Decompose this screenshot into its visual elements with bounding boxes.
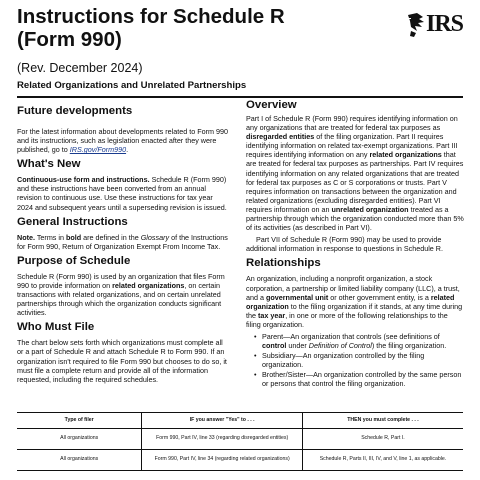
relationships-heading: Relationships xyxy=(246,257,321,270)
table-header-row xyxy=(17,413,463,428)
relationships-text: An organization, including a nonprofit organization, a stock corporation, a partnership or limited liability company (LLC), a trust, and a governmental unit or other government entity, is a related organization to the filing organization if it stands, at any time during the tax year, in one or more of the following relationships to the filing organization. xyxy=(246,274,463,329)
revision-date: (Rev. December 2024) xyxy=(17,61,143,75)
form990-link[interactable]: IRS.gov/Form990 xyxy=(69,145,127,155)
column-header-type-of-filer: Type of filer xyxy=(17,413,142,428)
header-rule xyxy=(17,96,463,98)
who-must-file-text: The chart below sets forth which organizations must complete all or a part of Schedule R and attach Schedule R to Form 990. If an organization isn't required to file Form 990 but chooses to do so, it must file a complete return and provide all of the information requested, including the required schedules. xyxy=(17,338,227,384)
table-cell: Form 990, Part IV, line 33 (regarding disregarded entities) xyxy=(142,428,303,449)
future-developments-text: For the latest information about developments related to Form 990 and its instructions, such as legislation enacted after they were published, go to IRS.gov/Form990. xyxy=(17,127,228,155)
column-header-if-yes: IF you answer "Yes" to . . . xyxy=(142,413,303,428)
right-column xyxy=(246,99,464,390)
overview-text: Part I of Schedule R (Form 990) requires identifying information on any organizations that are treated for federal tax purposes as disregarded entities of the filing organization. Part II requires identifying information on related tax-exempt organizations. Part III requires identifying information on any related organizations that are treated for federal tax purposes as partnerships. Part IV requires identifying information on any related organizations that are treated for federal tax purposes as C or S corporations or trusts. Part V requires information on transactions between the organization and related organizations (excluding disregarded entities). Part VI requires information on an unrelated organization treated as a partnership through which the organization conducted more than 5% of its activities (as described in Part VI). xyxy=(246,114,464,233)
future-developments-heading: Future developments xyxy=(17,105,133,117)
list-item-subsidiary: • Subsidiary—An organization controlled by the filing organization. xyxy=(254,351,464,369)
purpose-text: Schedule R (Form 990) is used by an organization that files Form 990 to provide information on related organizations, on certain transactions with related organizations, and on certain unrelated partnerships through which the organization conducts significant activities. xyxy=(17,271,225,318)
filer-requirements-table xyxy=(17,412,463,480)
table-row xyxy=(17,428,463,449)
table-cell: All organizations xyxy=(17,449,142,470)
overview-part7-text: Part VII of Schedule R (Form 990) may be used to provide additional information in response to questions in Schedule R. xyxy=(246,235,443,254)
general-instructions-note: Note. Terms in bold are defined in the Glossary of the Instructions for Form 990, Return of Organization Exempt From Income Tax. xyxy=(17,232,228,251)
purpose-heading: Purpose of Schedule xyxy=(17,254,131,267)
table-cell: Schedule R, Part I. xyxy=(302,428,463,449)
page-subtitle: Related Organizations and Unrelated Partnerships xyxy=(17,80,247,91)
overview-heading: Overview xyxy=(246,99,297,111)
general-instructions-heading: General Instructions xyxy=(17,215,128,228)
list-item-brother-sister: • Brother/Sister—An organization controlled by the same person or persons that control the filing organization. xyxy=(254,370,464,388)
column-header-then-complete: THEN you must complete . . . xyxy=(302,413,463,428)
left-column xyxy=(17,104,228,387)
whats-new-heading: What's New xyxy=(17,158,81,171)
irs-logo-text: IRS xyxy=(426,11,464,37)
list-item-parent: • Parent—An organization that controls (see definitions of control under Definition of Control) the filing organization. xyxy=(254,332,464,350)
who-must-file-heading: Who Must File xyxy=(17,321,95,334)
whats-new-text: Continuous-use form and instructions. Schedule R (Form 990) and these instructions have been converted from an annual revision to continuous use. Use these instructions for tax year 2024 and subsequent years until a superseding revision is issued. xyxy=(17,175,227,212)
table-row xyxy=(17,449,463,470)
table-cell: All organizations xyxy=(17,428,142,449)
table-cell: Form 990, Part IV, line 34 (regarding related organizations) xyxy=(142,449,303,470)
relationship-list xyxy=(254,332,464,389)
page-title: Instructions for Schedule R (Form 990) xyxy=(17,5,285,51)
table-cell: Schedule R, Parts II, III, IV, and V, line 1, as applicable. xyxy=(302,449,463,470)
